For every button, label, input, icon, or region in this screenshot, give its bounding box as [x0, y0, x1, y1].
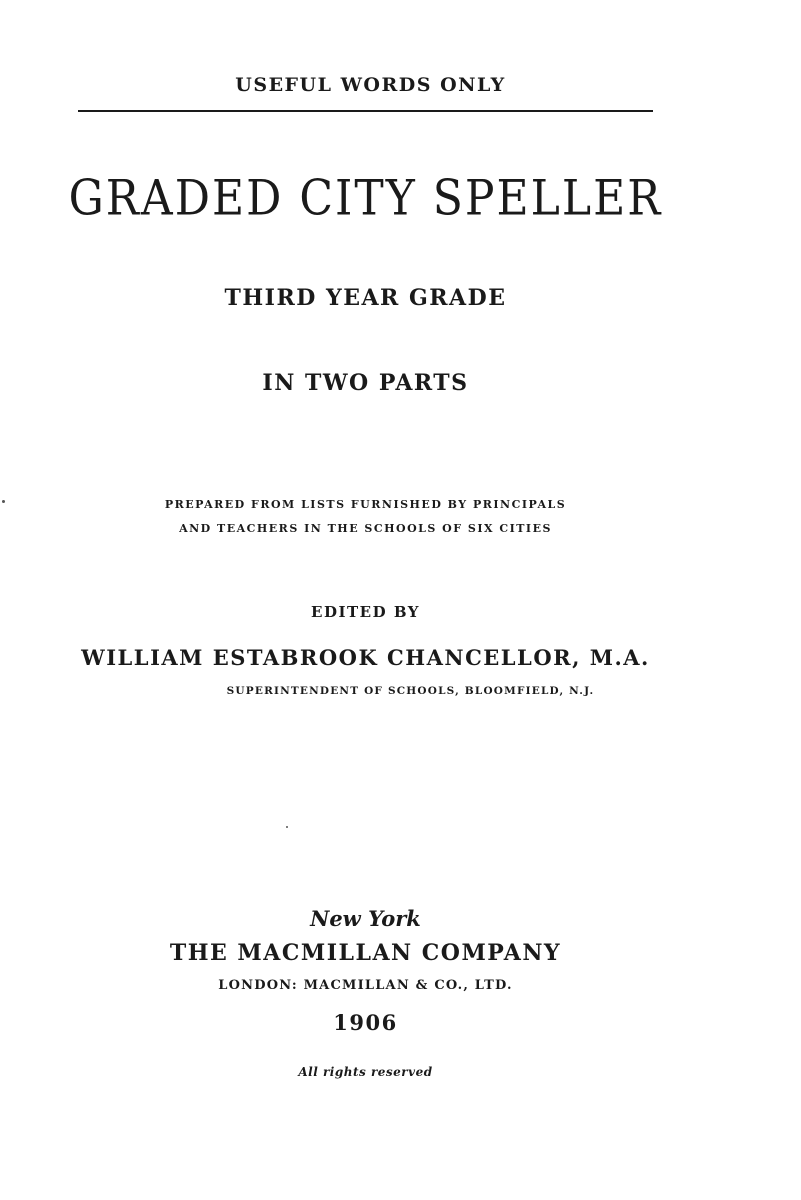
editor-title: SUPERINTENDENT OF SCHOOLS, BLOOMFIELD, N.J.: [226, 685, 595, 697]
prepared-note-line-2: AND TEACHERS IN THE SCHOOLS OF SIX CITIES: [179, 522, 552, 535]
edited-by-label: EDITED BY: [311, 603, 420, 621]
rights-notice: All rights reserved: [298, 1065, 433, 1079]
header-rule: [78, 110, 653, 112]
publisher-city: New York: [310, 906, 421, 931]
editor-name: WILLIAM ESTABROOK CHANCELLOR, M.A.: [81, 645, 650, 670]
book-title: GRADED CITY SPELLER: [68, 170, 663, 227]
prepared-note-line-1: PREPARED FROM LISTS FURNISHED BY PRINCIPALS: [164, 498, 567, 511]
series-heading: USEFUL WORDS ONLY: [235, 74, 506, 96]
margin-speck: [2, 500, 5, 503]
grade-subtitle: THIRD YEAR GRADE: [224, 285, 507, 311]
publisher-name: THE MACMILLAN COMPANY: [169, 940, 562, 966]
publication-year: 1906: [333, 1010, 398, 1035]
publisher-london: LONDON: MACMILLAN & CO., LTD.: [218, 978, 513, 993]
parts-subtitle: IN TWO PARTS: [262, 370, 469, 396]
page-speck: [286, 826, 288, 828]
